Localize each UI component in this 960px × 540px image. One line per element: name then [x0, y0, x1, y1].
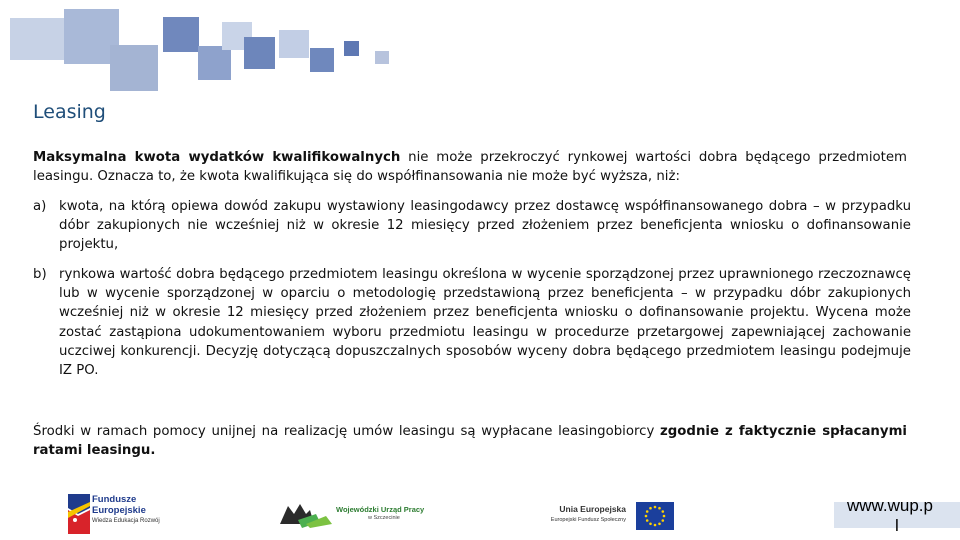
ue-line1: Unia Europejska: [559, 504, 626, 514]
wup-line2: w Szczecinie: [368, 515, 400, 521]
deco-square: [310, 48, 334, 72]
wup-logo: [280, 500, 430, 530]
wup-emblem-icon: [280, 500, 332, 528]
fe-line2: Europejskie: [92, 505, 146, 516]
list-item-text: kwota, na którą opiewa dowód zakupu wystawiony leasingodawcy przez dostawcę współfinansowanego dobra – w przypadku dóbr zakupionych nie wcześniej niż w okresie 12 miesięcy przed złożeniem przez beneficjenta wniosku o dofinansowanie projektu,: [59, 199, 911, 253]
eu-flag-icon: [636, 502, 674, 530]
fe-line1: Fundusze: [92, 494, 137, 505]
list-item: [33, 197, 911, 255]
deco-square: [163, 17, 199, 52]
closing-bold: zgodnie z faktycznie spłacanymi ratami leasingu.: [33, 424, 907, 459]
unia-europejska-logo: [538, 502, 678, 532]
ue-line2: Europejski Fundusz Społeczny: [550, 517, 626, 523]
closing-text: Środki w ramach pomocy unijnej na realizację umów leasingu są wypłacane leasingobiorcy: [33, 424, 661, 439]
page-title: Leasing: [33, 101, 106, 123]
intro-text: nie może przekroczyć rynkowej wartości dobra będącego przedmiotem leasingu. Oznacza to, że kwota kwalifikująca się do współfinansowania nie może być wyższa, niż:: [33, 150, 907, 185]
deco-square: [10, 18, 66, 60]
list-marker: a): [33, 199, 47, 214]
closing-paragraph: [33, 422, 907, 460]
fundusze-europejskie-logo: [66, 492, 186, 536]
list-item-text: rynkowa wartość dobra będącego przedmiotem leasingu określona w wycenie sporządzonej przez uprawnionego rzeczoznawcę lub w wycenie sporządzonej w oparciu o metodologię przedstawioną przez beneficjenta – w przypadku dóbr zakupionych wcześniej niż w okresie 12 miesięcy przed złożeniem przez beneficjenta wniosku o dofinansowanie projektu. Wycena może zostać zastąpiona udokumentowaniem wyboru przedmiotu leasingu w procedurze przetargowej zapewniającej zachowanie uczciwej konkurencji. Decyzję dotyczącą dopuszczalnych sposobów wyceny dobra będącego przedmiotem leasingu podejmuje IZ PO.: [59, 267, 911, 379]
deco-square: [110, 45, 158, 91]
fe-emblem-icon: [66, 494, 92, 534]
website-url[interactable]: [847, 496, 933, 536]
url-line2: l: [895, 516, 899, 535]
list-marker: b): [33, 267, 47, 282]
deco-square: [244, 37, 275, 69]
deco-square: [344, 41, 359, 56]
deco-square: [198, 46, 231, 80]
wup-line1: Wojewódzki Urząd Pracy: [336, 505, 425, 514]
list-item: [33, 265, 911, 380]
intro-paragraph: [33, 148, 907, 186]
deco-square: [279, 30, 309, 58]
deco-square: [375, 51, 389, 64]
intro-bold: Maksymalna kwota wydatków kwalifikowalnych: [33, 150, 401, 165]
fe-line3: Wiedza Edukacja Rozwój: [92, 518, 160, 524]
url-line1: www.wup.p: [847, 496, 933, 515]
